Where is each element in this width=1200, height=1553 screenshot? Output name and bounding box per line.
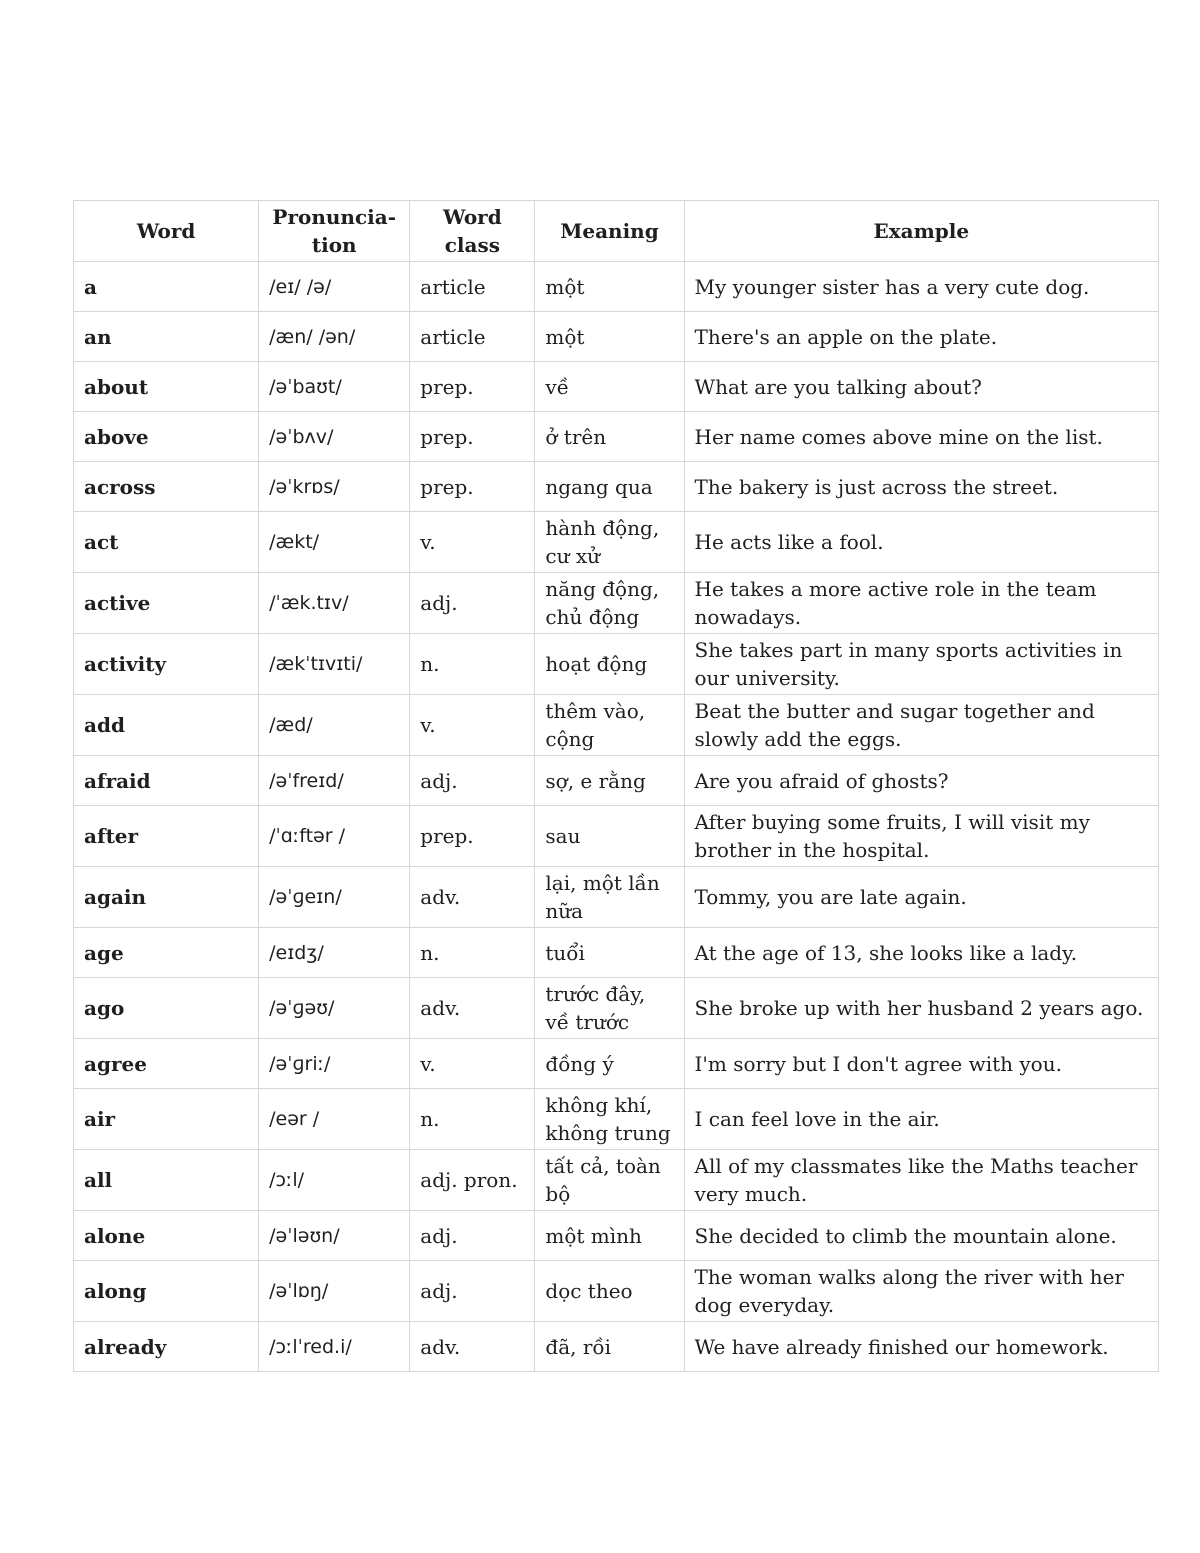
header-meaning: Meaning: [535, 201, 684, 262]
cell-example: My younger sister has a very cute dog.: [684, 262, 1158, 312]
cell-meaning: sau: [535, 806, 684, 867]
cell-meaning: một: [535, 312, 684, 362]
table-row: [74, 695, 1159, 756]
cell-meaning: không khí, không trung: [535, 1089, 684, 1150]
cell-pronunciation: /əˈbʌv/: [259, 412, 410, 462]
cell-pronunciation: /əˈɡriː/: [259, 1039, 410, 1089]
cell-meaning: một mình: [535, 1211, 684, 1261]
table-body: [74, 262, 1159, 1372]
cell-meaning: hành động, cư xử: [535, 512, 684, 573]
cell-word: alone: [74, 1211, 259, 1261]
cell-example: What are you talking about?: [684, 362, 1158, 412]
table-row: [74, 573, 1159, 634]
cell-meaning: về: [535, 362, 684, 412]
table-row: [74, 1089, 1159, 1150]
cell-meaning: đồng ý: [535, 1039, 684, 1089]
cell-pronunciation: /ɔːlˈred.i/: [259, 1322, 410, 1372]
table-row: [74, 462, 1159, 512]
cell-pronunciation: /ˈæk.tɪv/: [259, 573, 410, 634]
cell-word-class: adj.: [410, 1211, 535, 1261]
cell-example: Tommy, you are late again.: [684, 867, 1158, 928]
cell-word: again: [74, 867, 259, 928]
cell-word: act: [74, 512, 259, 573]
cell-example: The bakery is just across the street.: [684, 462, 1158, 512]
cell-word: agree: [74, 1039, 259, 1089]
cell-meaning: trước đây, về trước: [535, 978, 684, 1039]
cell-example: She decided to climb the mountain alone.: [684, 1211, 1158, 1261]
cell-word: above: [74, 412, 259, 462]
cell-word: an: [74, 312, 259, 362]
vocabulary-table: [73, 200, 1159, 1372]
table-row: [74, 756, 1159, 806]
cell-pronunciation: /ɔːl/: [259, 1150, 410, 1211]
cell-pronunciation: /ækˈtɪvɪti/: [259, 634, 410, 695]
cell-word: afraid: [74, 756, 259, 806]
header-example: Example: [684, 201, 1158, 262]
cell-example: I'm sorry but I don't agree with you.: [684, 1039, 1158, 1089]
cell-pronunciation: /əˈɡeɪn/: [259, 867, 410, 928]
cell-meaning: đã, rồi: [535, 1322, 684, 1372]
header-pronunciation: Pronuncia-tion: [259, 201, 410, 262]
cell-word-class: adj.: [410, 1261, 535, 1322]
cell-word: after: [74, 806, 259, 867]
cell-word-class: n.: [410, 1089, 535, 1150]
cell-pronunciation: /əˈlɒŋ/: [259, 1261, 410, 1322]
cell-example: There's an apple on the plate.: [684, 312, 1158, 362]
cell-pronunciation: /ækt/: [259, 512, 410, 573]
cell-example: He acts like a fool.: [684, 512, 1158, 573]
header-word-class: Word class: [410, 201, 535, 262]
cell-word-class: article: [410, 312, 535, 362]
cell-meaning: năng động, chủ động: [535, 573, 684, 634]
header-word: Word: [74, 201, 259, 262]
cell-word-class: adv.: [410, 978, 535, 1039]
cell-pronunciation: /əˈləʊn/: [259, 1211, 410, 1261]
cell-example: At the age of 13, she looks like a lady.: [684, 928, 1158, 978]
cell-word: active: [74, 573, 259, 634]
cell-pronunciation: /æd/: [259, 695, 410, 756]
cell-example: The woman walks along the river with her dog everyday.: [684, 1261, 1158, 1322]
table-row: [74, 1150, 1159, 1211]
cell-meaning: tất cả, toàn bộ: [535, 1150, 684, 1211]
table-row: [74, 634, 1159, 695]
cell-word-class: prep.: [410, 362, 535, 412]
table-row: [74, 262, 1159, 312]
cell-meaning: hoạt động: [535, 634, 684, 695]
cell-word: about: [74, 362, 259, 412]
table-header: [74, 201, 1159, 262]
cell-word-class: prep.: [410, 806, 535, 867]
cell-meaning: dọc theo: [535, 1261, 684, 1322]
cell-meaning: sợ, e rằng: [535, 756, 684, 806]
table-row: [74, 1261, 1159, 1322]
cell-pronunciation: /əˈfreɪd/: [259, 756, 410, 806]
table-row: [74, 867, 1159, 928]
cell-word-class: adv.: [410, 1322, 535, 1372]
table-row: [74, 978, 1159, 1039]
cell-example: She takes part in many sports activities in our university.: [684, 634, 1158, 695]
cell-word: across: [74, 462, 259, 512]
cell-word-class: v.: [410, 695, 535, 756]
cell-meaning: thêm vào, cộng: [535, 695, 684, 756]
cell-word: add: [74, 695, 259, 756]
cell-meaning: lại, một lần nữa: [535, 867, 684, 928]
table-row: [74, 806, 1159, 867]
cell-word: all: [74, 1150, 259, 1211]
cell-word-class: adj.: [410, 756, 535, 806]
cell-example: We have already finished our homework.: [684, 1322, 1158, 1372]
cell-word: ago: [74, 978, 259, 1039]
table-row: [74, 928, 1159, 978]
cell-word-class: v.: [410, 512, 535, 573]
cell-example: I can feel love in the air.: [684, 1089, 1158, 1150]
table-row: [74, 412, 1159, 462]
cell-pronunciation: /eɪdʒ/: [259, 928, 410, 978]
cell-pronunciation: /əˈkrɒs/: [259, 462, 410, 512]
cell-word-class: n.: [410, 634, 535, 695]
cell-word-class: adv.: [410, 867, 535, 928]
table-row: [74, 1039, 1159, 1089]
cell-word-class: v.: [410, 1039, 535, 1089]
cell-word-class: prep.: [410, 412, 535, 462]
cell-word-class: adj.: [410, 573, 535, 634]
cell-example: Are you afraid of ghosts?: [684, 756, 1158, 806]
cell-pronunciation: /ˈɑːftər /: [259, 806, 410, 867]
cell-word-class: adj. pron.: [410, 1150, 535, 1211]
cell-word-class: prep.: [410, 462, 535, 512]
cell-word: age: [74, 928, 259, 978]
cell-example: Beat the butter and sugar together and slowly add the eggs.: [684, 695, 1158, 756]
table-row: [74, 1322, 1159, 1372]
cell-meaning: ngang qua: [535, 462, 684, 512]
cell-word: air: [74, 1089, 259, 1150]
cell-example: Her name comes above mine on the list.: [684, 412, 1158, 462]
cell-word-class: n.: [410, 928, 535, 978]
cell-pronunciation: /æn/ /ən/: [259, 312, 410, 362]
cell-pronunciation: /eɪ/ /ə/: [259, 262, 410, 312]
table-row: [74, 362, 1159, 412]
cell-pronunciation: /əˈbaʊt/: [259, 362, 410, 412]
cell-word-class: article: [410, 262, 535, 312]
cell-pronunciation: /əˈɡəʊ/: [259, 978, 410, 1039]
header-row: [74, 201, 1159, 262]
cell-example: He takes a more active role in the team nowadays.: [684, 573, 1158, 634]
table-row: [74, 312, 1159, 362]
cell-word: activity: [74, 634, 259, 695]
cell-pronunciation: /eər /: [259, 1089, 410, 1150]
cell-meaning: ở trên: [535, 412, 684, 462]
cell-word: already: [74, 1322, 259, 1372]
cell-word: along: [74, 1261, 259, 1322]
cell-example: She broke up with her husband 2 years ago.: [684, 978, 1158, 1039]
cell-word: a: [74, 262, 259, 312]
cell-meaning: tuổi: [535, 928, 684, 978]
table-row: [74, 512, 1159, 573]
cell-meaning: một: [535, 262, 684, 312]
cell-example: After buying some fruits, I will visit my brother in the hospital.: [684, 806, 1158, 867]
table-row: [74, 1211, 1159, 1261]
cell-example: All of my classmates like the Maths teacher very much.: [684, 1150, 1158, 1211]
